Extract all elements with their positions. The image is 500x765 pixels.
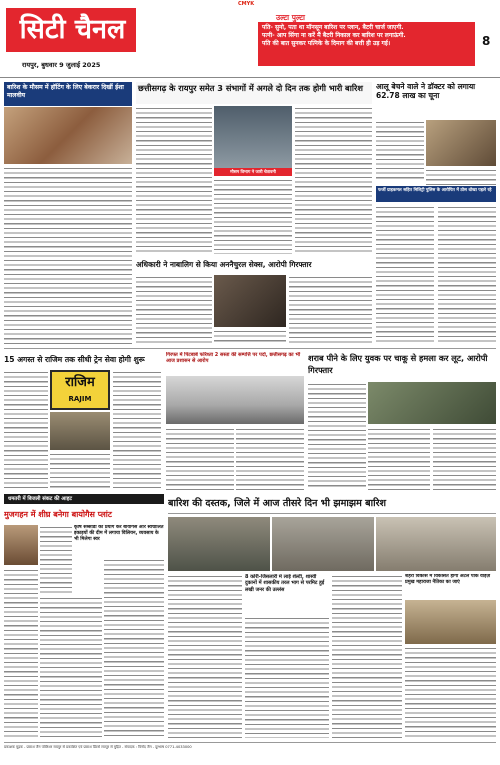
police-caption: फर्जी ग्राहकमल सहित मिलिट्री पुलिस के आरोपित में ठोस धोखा पहले रहे: [376, 186, 496, 202]
biogas-photo: [4, 525, 38, 565]
chhattisgarh-body-col1: [136, 106, 212, 254]
rain-photo-caption: मौसम विभाग ने जारी चेतावनी: [214, 168, 292, 176]
train-body-col3: [113, 370, 161, 490]
rain-body-col2: [332, 574, 402, 738]
biogas-subhead: कृषि सब्सीडी का प्रयोग कर बीयोगैस और स्वचालित इकाइयों की दीम में लगाया विलियन, व्यवसाय के भी मिलेगा स्वर: [74, 525, 164, 543]
right-small-photo: [405, 600, 496, 644]
actress-photo: [4, 107, 132, 164]
biogas-body-col3: [40, 596, 102, 738]
officer-body-col2: [214, 329, 286, 345]
ulta-pulta-line3: पति की बात सुनकर पत्निके के दिमाग की बत्ती ही उड़ गई।: [262, 39, 391, 47]
small-story-headline: 8 कोरी-जिसलारी मे लाई शेल्टी, शास्वी दुकानों में शासकीय तरल भाग से परमिट हुई लखी जनर की उल्लंस: [245, 574, 325, 593]
ulta-pulta-line2: पत्नी- आप सिंगा ना करें मैं बैटरी निकाल कर बारिश पर लगाऊंगी.: [262, 31, 406, 39]
train-body-col2: [50, 452, 110, 490]
officer-body-col3: [289, 275, 372, 345]
doctor-photo: [426, 120, 496, 166]
cars-body-col2: [236, 427, 304, 490]
ulta-pulta-line1: पति- सुनो, पता था मॉनसून बारिश पर प्लान, बैटरी चार्ज जाएगी.: [262, 24, 404, 31]
chhattisgarh-body-col3: [295, 106, 372, 254]
rain-headline: बारिश की दस्तक, जिले में आज तीसरे दिन भी झमाझम बारिश: [168, 494, 496, 514]
page-number: 8: [482, 34, 491, 48]
knife-headline: शराब पीने के लिए युवक पर चाकू से हमला कर लूट, आरोपी गिरफ्तार: [308, 353, 488, 375]
masthead-dateline: रायपुर, बुधवार 9 जुलाई 2025: [22, 61, 101, 69]
doctor-body-col4: [438, 205, 496, 345]
dhamtari-banner: [4, 494, 164, 504]
officer-headline: अधिकारी ने नाबालिग से किया अननैचुरल सेक्स, आरोपी गिरफ्तार: [136, 260, 312, 269]
rain-street-photo-2: [272, 517, 374, 571]
right-small-body: [405, 646, 496, 738]
actress-headline: बारिश के मौसम में हॉटिंग के लिए बेकरार दिखीं ईशा मालवीय: [4, 82, 132, 106]
station-sign-english: RAJIM: [68, 395, 92, 403]
small-story-body: [245, 616, 329, 738]
rain-photo: [214, 106, 292, 168]
biogas-headline: मुजगहन में शीघ्र बनेगा बायोगैस प्लांट: [4, 510, 112, 519]
ulta-pulta-label: उल्टा पुल्टा: [276, 13, 305, 22]
knife-body-col1: [308, 382, 366, 490]
knife-body-col2: [368, 427, 430, 490]
ulta-pulta-box: [258, 22, 475, 66]
section-divider: [4, 348, 496, 349]
cmyk-mark: CMYK: [238, 1, 255, 7]
biogas-body-col2: [40, 525, 72, 593]
biogas-body-col4: [104, 558, 164, 738]
rain-street-photo-1: [168, 517, 270, 571]
rain-body-col1: [168, 574, 242, 738]
right-small-headline: शहरी विकास में विकसित होगा अटल पार्क वाइज़ प्रमुख महाराजा नैतिका का जाएं: [405, 574, 491, 585]
officer-body-col1: [136, 275, 212, 345]
doctor-body-col1: [376, 120, 424, 182]
train-headline: 15 अगस्त से राजिम तक सीधी ट्रेन सेवा होगी शुरू: [4, 355, 145, 364]
masthead-title: सिटी चैनल: [19, 14, 126, 45]
train-body-col1: [4, 370, 48, 490]
footer-rule: [4, 742, 496, 743]
doctor-body-col3: [376, 205, 434, 345]
footer-imprint: प्रकाशक मुद्रक - प्रकाश जैन पब्लिशर रायपुर से प्रकाशित एवं प्रकाश प्रिंटर्स रायपुर से मुद्रित - संपादक : विनोद जैन - दूरभाष 0771-4033000: [4, 745, 192, 749]
cars-body-col1: [166, 427, 234, 490]
actress-body: [4, 166, 132, 346]
cars-photo: [166, 376, 304, 424]
cars-headline: गिरफ्त में पिटबाबे फरिश्ता 2 सस्ता की सम्पत्ति पर पर्दा, छत्तीसगढ़ का भी आज प्रशासन से आरोप: [166, 352, 301, 365]
station-photo: [50, 412, 110, 450]
chhattisgarh-body-col2: [214, 178, 292, 254]
biogas-body-col1: [4, 568, 38, 738]
station-sign: [50, 370, 110, 410]
knife-photo: [368, 382, 496, 424]
station-sign-hindi: राजिम: [65, 375, 95, 390]
rain-street-photo-3: [376, 517, 496, 571]
doctor-headline: आलू बेचने वाले ने डॉक्टर को लगाया 62.78 लाख का चूना: [376, 82, 476, 100]
officer-photo: [214, 275, 286, 327]
dhamtari-banner-text: धमतरी में बिजली संकट की आहट: [8, 496, 72, 502]
chhattisgarh-headline: छत्तीसगढ़ के रायपुर समेत 3 संभागों में अगले दो दिन तक होगी भारी बारिश: [136, 82, 372, 104]
knife-body-col3: [433, 427, 496, 490]
masthead: [0, 0, 500, 78]
